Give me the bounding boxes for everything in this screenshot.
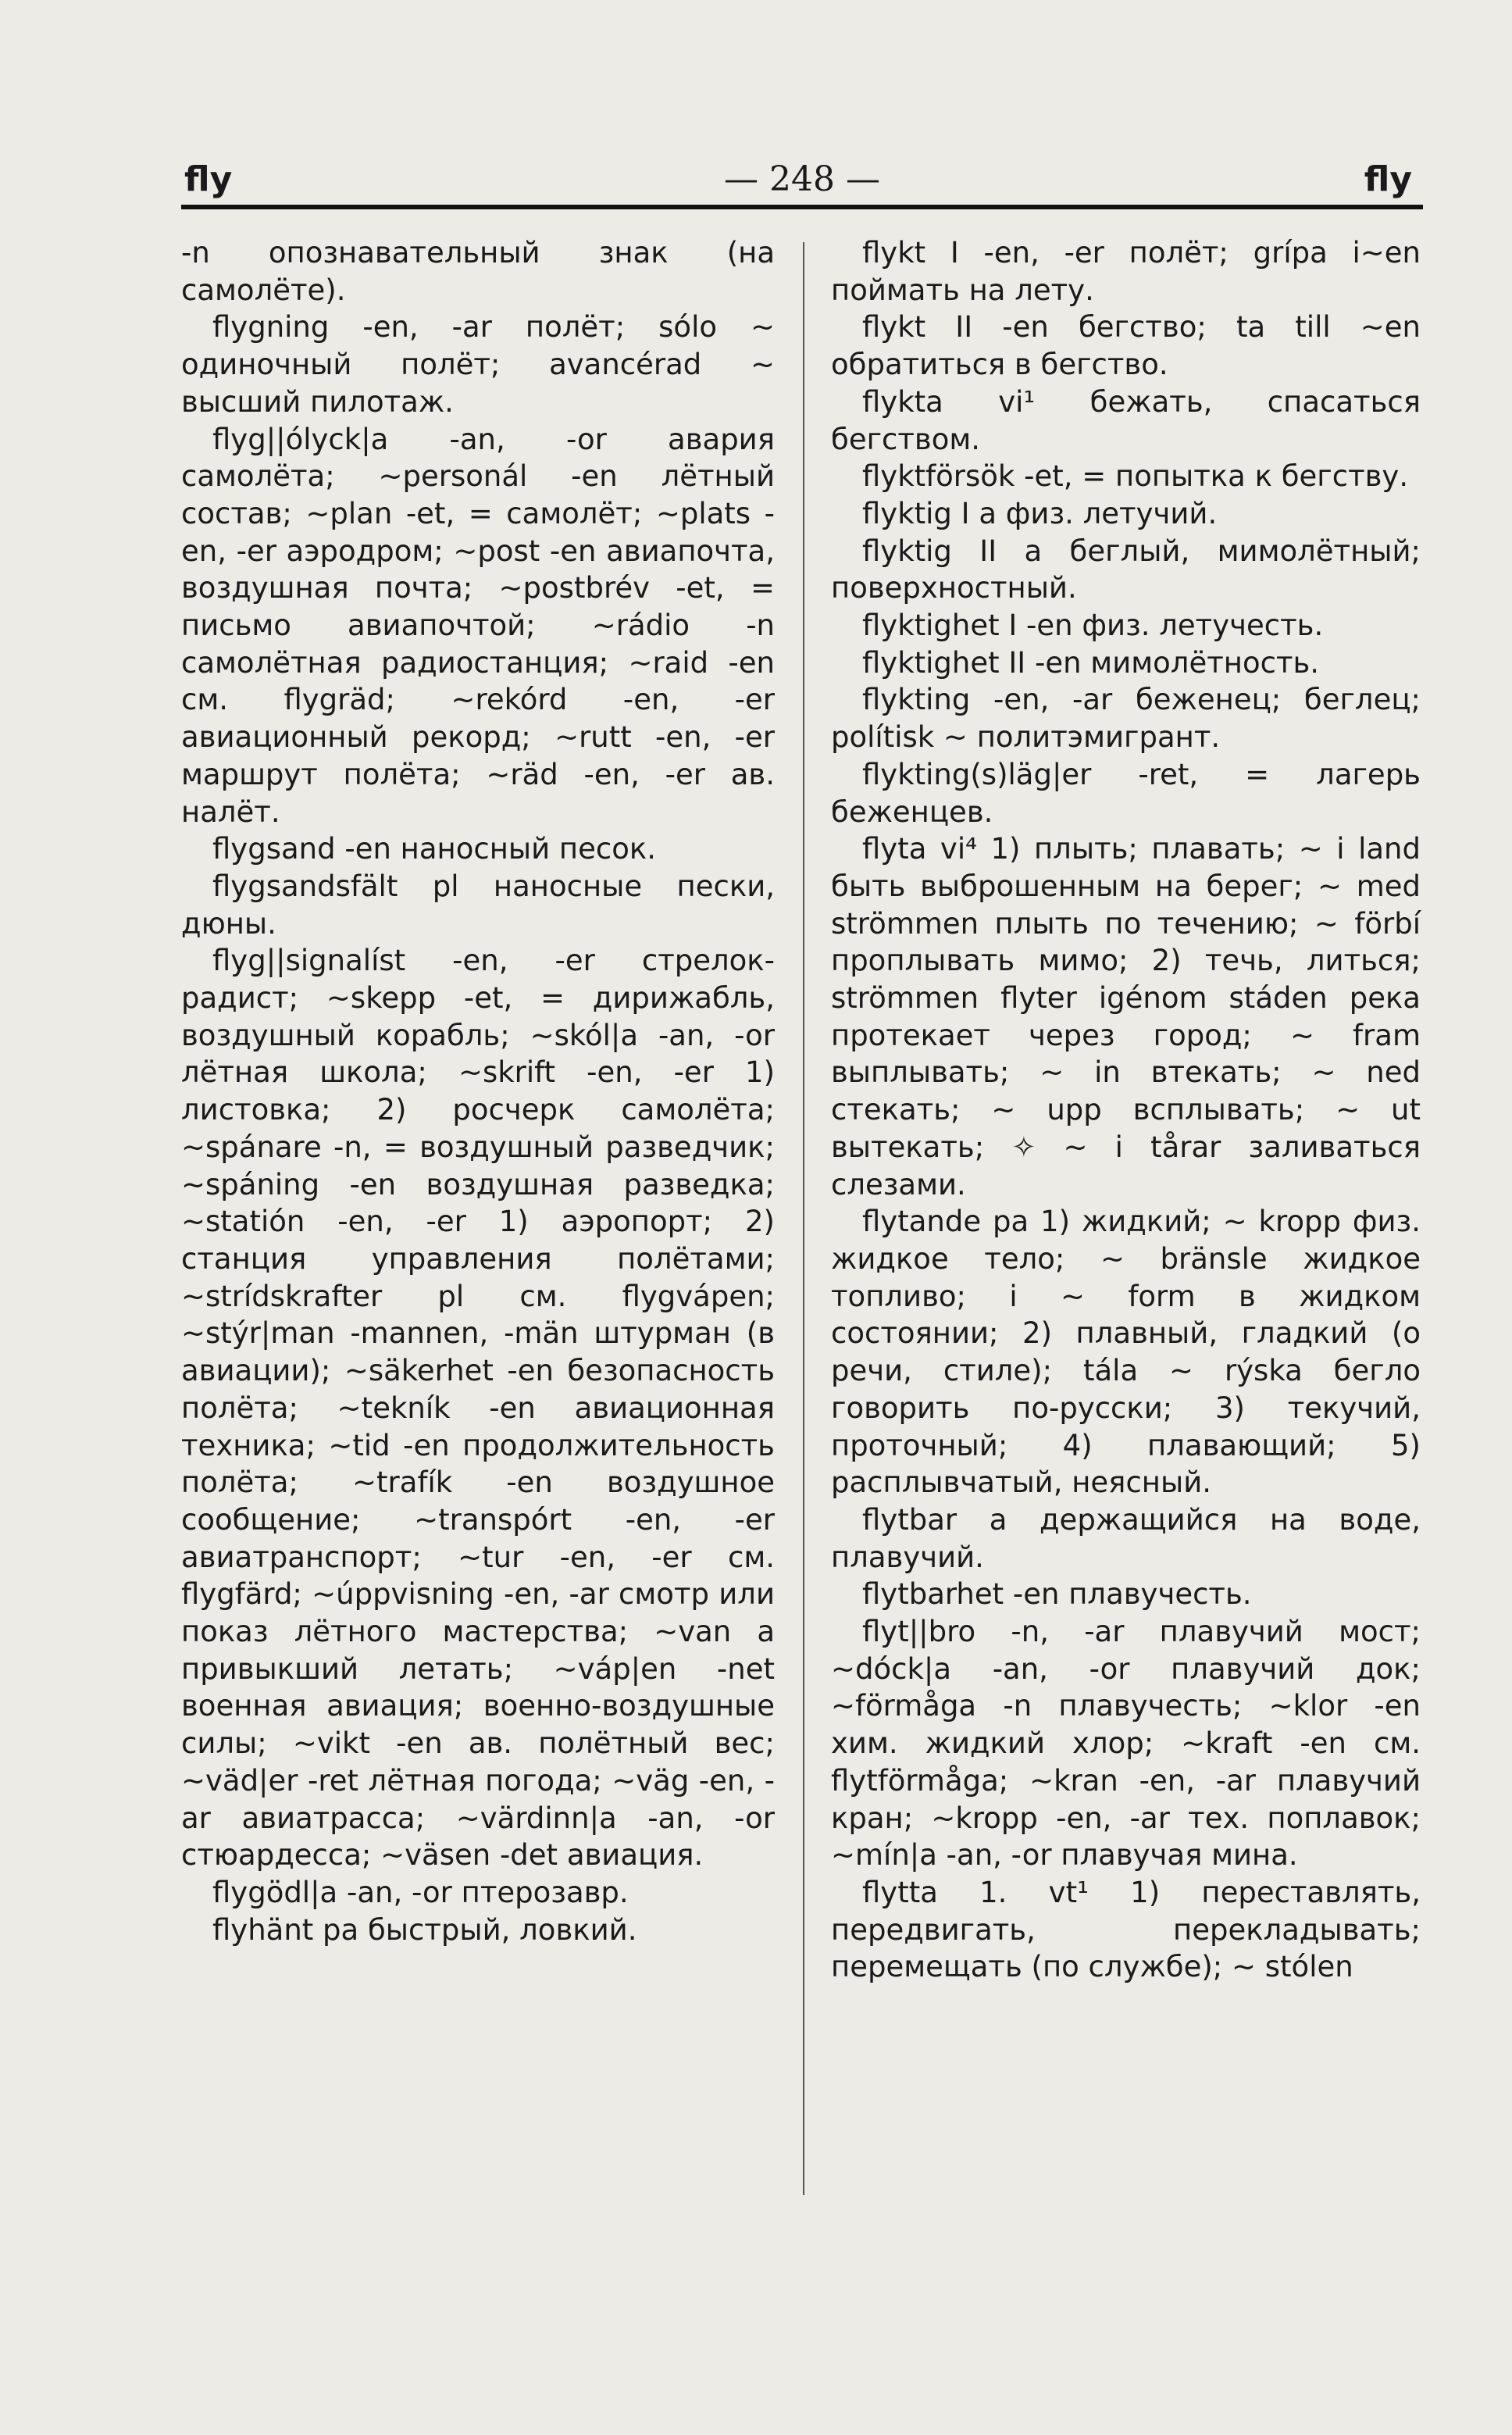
dictionary-entry: flyktig II a беглый, мимолётный; поверхностный. bbox=[831, 534, 1421, 605]
header-rule bbox=[181, 205, 1423, 209]
page-header bbox=[181, 156, 1423, 211]
dictionary-entry: flyg||ólyck|a -an, -or авария самолёта; ~personál -en лётный состав; ~plan -et, = самолёт; ~plats -en, -er аэродром; ~post -en авиапочта, воздушная почта; ~postbrév -et, = письмо авиапочтой; ~rádio -n самолётная радиостанция; ~raid -en см. flygräd; ~rekórd -en, -er авиационный рекорд; ~rutt -en, -er маршрут полёта; ~räd -en, -er ав. налёт. bbox=[181, 422, 775, 829]
dictionary-entry: flytande pa 1) жидкий; ~ kropp физ. жидкое тело; ~ bränsle жидкое топливо; i ~ form в жидком состоянии; 2) плавный, гладкий (о речи, стиле); tála ~ rýska бегло говорить по-русски; 3) текучий, проточный; 4) плавающий; 5) расплывчатый, неясный. bbox=[831, 1205, 1421, 1500]
dictionary-entry: flyhänt pa быстрый, ловкий. bbox=[212, 1912, 637, 1947]
dictionary-page bbox=[181, 156, 1423, 2187]
left-column bbox=[181, 234, 775, 1948]
dictionary-entry: flyg||signalíst -en, -er стрелок-радист; ~skepp -et, = дирижабль, воздушный корабль; ~skól|a -an, -or лётная школа; ~skrift -en, -er 1) листовка; 2) росчерк самолёта; ~spánare -n, = воздушный разведчик; ~spáning -en воздушная разведка; ~statión -en, -er 1) аэропорт; 2) станция управления полётами; ~strídskrafter pl см. flygvápen; ~stýr|man -mannen, -män штурман (в авиации); ~säkerhet -en безопасность полёта; ~tekník -en авиационная техника; ~tid -en продолжительность полёта; ~trafík -en воздушное сообщение; ~transpórt -en, -er авиатранспорт; ~tur -en, -er см. flygfärd; ~úppvisning -en, -ar смотр или показ лётного мастерства; ~van a привыкший летать; ~váp|en -net военная авиация; военно-воздушные силы; ~vikt -en ав. полётный вес; ~väd|er -ret лётная погода; ~väg -en, -ar авиатрасса; ~värdinn|a -an, -or стюардесса; ~väsen -det авиация. bbox=[181, 944, 775, 1873]
dictionary-entry: flyktighet II -en мимолётность. bbox=[862, 645, 1320, 680]
dictionary-entry: flytbar a держащийся на воде, плавучий. bbox=[831, 1502, 1421, 1574]
dictionary-entry: flykting -en, -ar беженец; беглец; polítisk ~ политэмигрант. bbox=[831, 683, 1421, 755]
column-divider bbox=[803, 242, 804, 2195]
dictionary-entry: flyt||bro -n, -ar плавучий мост; ~dóck|a -an, -or плавучий док; ~förmåga -n плавучесть; ~klor -en хим. жидкий хлор; ~kraft -en см. flytförmåga; ~kran -en, -ar плавучий кран; ~kropp -en, -ar тех. поплавок; ~mín|a -an, -or плавучая мина. bbox=[831, 1615, 1421, 1873]
dictionary-entry: flygsand -en наносный песок. bbox=[212, 832, 656, 866]
dictionary-entry: flykt I -en, -er полёт; grípa i~en поймать на лету. bbox=[831, 236, 1421, 307]
dictionary-entry: flyktförsök -et, = попытка к бегству. bbox=[862, 459, 1409, 494]
dictionary-entry: flykta vi¹ бежать, спасаться бегством. bbox=[831, 384, 1421, 456]
dictionary-entry: flygsandsfält pl наносные пески, дюны. bbox=[181, 869, 775, 941]
dictionary-entry: flytbarhet -en плавучесть. bbox=[862, 1577, 1252, 1612]
dictionary-entry: flygödl|a -an, -or птерозавр. bbox=[212, 1875, 629, 1909]
header-guide-word-right: fly bbox=[1364, 159, 1412, 199]
dictionary-entry: flyktighet I -en физ. летучесть. bbox=[862, 609, 1324, 643]
dictionary-entry: flyktig I a физ. летучий. bbox=[862, 496, 1218, 530]
dictionary-entry: flytta 1. vt¹ 1) переставлять, передвигать, перекладывать; перемещать (по службе); ~ stólen bbox=[831, 1875, 1421, 1984]
page-number: — 248 — bbox=[724, 159, 880, 199]
dictionary-entry: flyta vi⁴ 1) плыть; плавать; ~ i land быть выброшенным на берег; ~ med strömmen плыть по течению; ~ förbí проплывать мимо; 2) течь, литься; strömmen flyter igénom stáden река протекает через город; ~ fram выплывать; ~ in втекать; ~ ned стекать; ~ upp всплывать; ~ ut вытекать; ✧ ~ i tårar заливаться слезами. bbox=[831, 832, 1421, 1201]
text-columns bbox=[181, 234, 1423, 2187]
dictionary-entry: flygning -en, -ar полёт; sólo ~ одиночный полёт; avancérad ~ высший пилотаж. bbox=[181, 310, 775, 419]
header-guide-word-left: fly bbox=[184, 159, 233, 199]
dictionary-entry: -n опознавательный знак (на самолёте). bbox=[181, 236, 775, 307]
dictionary-entry: flykt II -en бегство; ta till ~en обратиться в бегство. bbox=[831, 310, 1421, 382]
dictionary-entry: flykting(s)läg|er -ret, = лагерь беженцев. bbox=[831, 757, 1421, 829]
right-column bbox=[831, 234, 1421, 1986]
